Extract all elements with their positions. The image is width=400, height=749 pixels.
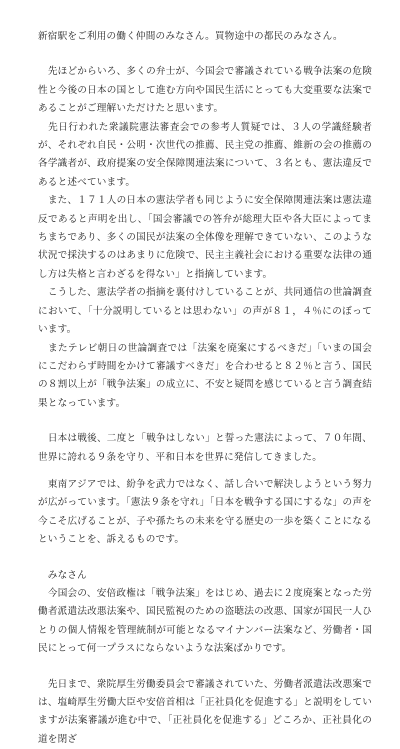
paragraph-gap (38, 467, 372, 476)
paragraph-constitution-council: 先日行われた衆議院憲法審査会での参考人質疑では、３人の学識経験者が、それぞれ自民・公明・次世代の推薦、民主党の推薦、維新の会の推薦の各学識者が、政府提案の安全保障関連法案について、３名とも、憲法違反であると述べています。 (38, 121, 372, 188)
paragraph-intro: 先ほどからいろ、多くの弁士が、今国会で審議されている戦争法案の危険性と今後の日本の国として進む方向や国民生活にとっても大変重要な法案であることがご理解いただけたと思います。 (38, 66, 372, 115)
paragraph-gap (38, 46, 372, 63)
paragraph-tv-asahi-poll: またテレビ朝日の世論調査では「法案を廃案にするべきだ」「いまの国会にこだわらず時間をかけて審議すべきだ」を合わせると８２％と言う、国民の８割以上が「戦争法案」の成立に、不安と疑問を感じていると言う調査結果となっています。 (38, 342, 372, 409)
paragraph-greeting: 新宿駅をご利用の働く仲間のみなさん。買物途中の都民のみなさん。 (38, 31, 343, 42)
paragraph-kyodo-poll: こうした、憲法学者の指摘を裏付けしていることが、共同通信の世論調査において、「十分説明しているとは思わない」の声が８１，４％にのぼっています。 (38, 287, 372, 336)
paragraph-legal-scholars: また、１７１人の日本の憲法学者も同じように安全保障関連法案は憲法違反であると声明を出し、「国会審議での答弁が総理大臣や各大臣によってまちまちであり、多くの国民が法案の全体像を理解できていない、このような状況で採決するのはあまりに危険で、民主主義社会における重要な法律の通し方は失格と言わざるを得ない」と指摘しています。 (38, 195, 372, 280)
paragraph-gap (38, 659, 372, 676)
paragraph-labor-dispatch: 先日まで、衆院厚生労働委員会で審議されていた、労働者派遣法改悪案では、塩崎厚生労働大臣や安倍首相は「正社員化を促進する」と説明をしていますが法案審議が進む中で、「正社員化を促進する」どころか、正社員化の道を閉ざ (38, 678, 372, 745)
paragraph-southeast-asia: 東南アジアでは、紛争を武力ではなく、話し合いで解決しようという努力が広がっています。「憲法９条を守れ」「日本を戦争する国にするな」の声を今こそ広げることが、子や孫たちの未来を守る歴史の一歩を築くことになるということを、訴えるものです。 (38, 478, 372, 546)
paragraph-postwar-japan: 日本は戦後、二度と「戦争はしない」と誓った憲法によって、７０年間、世界に誇れる９条を守り、平和日本を世界に発信してきました。 (38, 433, 372, 463)
paragraph-gap (38, 413, 372, 430)
paragraph-everyone: みなさん (38, 569, 87, 581)
paragraph-gap (38, 550, 372, 567)
paragraph-abe-administration: 今国会の、安倍政権は「戦争法案」をはじめ、過去に２度廃案となった労働者派遣法改悪法案や、国民監視のための盗聴法の改悪、国家が国民一人ひとりの個人情報を管理統制が可能となるマイナンバー法案など、労働者・国民にとって何一プラスにならないような法案ばかりです。 (38, 587, 372, 655)
